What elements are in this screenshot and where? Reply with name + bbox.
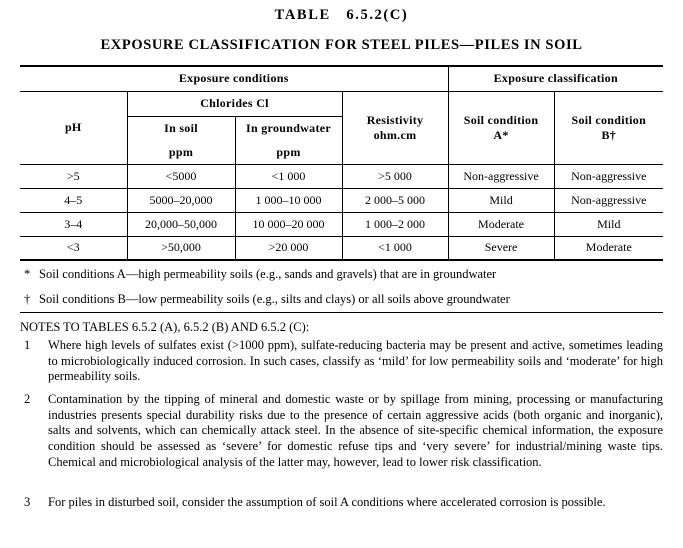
cell-ph: <3 <box>20 236 127 260</box>
exposure-classification-table <box>20 65 663 261</box>
footnote-soil-condition-b <box>24 291 510 307</box>
table-row <box>20 188 663 212</box>
header-resistivity <box>342 91 448 164</box>
note-number: 1 <box>24 338 31 352</box>
header-resistivity-label: Resistivity <box>366 112 424 127</box>
cell-chlorides-groundwater: >20 000 <box>235 236 342 260</box>
header-soil-condition-a-label: Soil condition <box>463 112 539 127</box>
cell-chlorides-soil: 20,000–50,000 <box>127 212 235 236</box>
header-resistivity-unit: ohm.cm <box>373 127 417 142</box>
note-text: Contamination by the tipping of mineral and domestic waste or by spillage from mining, processing or manufacturing industries presents special durability risks due to the presence of certain aggressive acids (both organic and inorganic), salts and solvents, which can chemically attack steel. In the absence of site-specific chemical information, the exposure condition should be assessed as ‘severe’ for domestic refuse tips and ‘very severe’ for industrial/mining waste tips. Chemical and microbiological analysis of the latter may, however, lead to lower risk classification. <box>48 392 663 469</box>
cell-soil-condition-a: Non-aggressive <box>448 164 554 188</box>
table-number: TABLE 6.5.2(C) <box>274 7 409 23</box>
table-row <box>20 164 663 188</box>
note-text: Where high levels of sulfates exist (>1000 ppm), sulfate-reducing bacteria may be present and active, sometimes leading to microbiologically induced corrosion. In such cases, classify as ‘mild’ for low permeability soils and ‘moderate’ for high permeability soils. <box>48 338 663 384</box>
header-soil-condition-b <box>554 91 663 164</box>
note-item <box>20 495 663 511</box>
cell-ph: 3–4 <box>20 212 127 236</box>
cell-chlorides-groundwater: <1 000 <box>235 164 342 188</box>
cell-soil-condition-b: Mild <box>554 212 663 236</box>
cell-chlorides-soil: <5000 <box>127 164 235 188</box>
cell-soil-condition-a: Mild <box>448 188 554 212</box>
table-title: EXPOSURE CLASSIFICATION FOR STEEL PILES—PILES IN SOIL <box>100 37 583 53</box>
footnote-text: Soil conditions A—high permeability soils (e.g., sands and gravels) that are in groundwater <box>39 267 497 281</box>
cell-soil-condition-a: Moderate <box>448 212 554 236</box>
note-text: For piles in disturbed soil, consider the assumption of soil A conditions where accelerated corrosion is possible. <box>48 495 606 509</box>
cell-resistivity: >5 000 <box>342 164 448 188</box>
header-soil-condition-b-letter: B† <box>601 127 617 142</box>
cell-chlorides-groundwater: 10 000–20 000 <box>235 212 342 236</box>
note-number: 3 <box>24 495 31 509</box>
cell-soil-condition-b: Non-aggressive <box>554 164 663 188</box>
header-in-groundwater: In groundwater <box>235 116 342 141</box>
header-chlorides: Chlorides Cl <box>127 91 342 116</box>
footnote-symbol: * <box>24 267 31 281</box>
footnote-text: Soil conditions B—low permeability soils (e.g., silts and clays) or all soils above groundwater <box>39 292 510 306</box>
header-soil-unit: ppm <box>127 141 235 164</box>
cell-ph: >5 <box>20 164 127 188</box>
cell-chlorides-soil: >50,000 <box>127 236 235 260</box>
cell-soil-condition-b: Moderate <box>554 236 663 260</box>
header-soil-condition-a <box>448 91 554 164</box>
note-number: 2 <box>24 392 31 406</box>
note-item <box>20 338 663 385</box>
notes-title: NOTES TO TABLES 6.5.2 (A), 6.5.2 (B) AND 6.5.2 (C): <box>20 320 310 334</box>
cell-soil-condition-b: Non-aggressive <box>554 188 663 212</box>
note-item <box>20 392 663 471</box>
cell-resistivity: 2 000–5 000 <box>342 188 448 212</box>
header-ph: pH <box>64 120 82 134</box>
header-in-soil: In soil <box>127 116 235 141</box>
table-row <box>20 236 663 260</box>
cell-ph: 4–5 <box>20 188 127 212</box>
header-soil-condition-a-letter: A* <box>493 127 509 142</box>
cell-chlorides-soil: 5000–20,000 <box>127 188 235 212</box>
footnote-symbol: † <box>24 292 31 306</box>
cell-chlorides-groundwater: 1 000–10 000 <box>235 188 342 212</box>
header-groundwater-unit: ppm <box>235 141 342 164</box>
footnote-divider <box>20 312 663 313</box>
table-row <box>20 212 663 236</box>
cell-resistivity: <1 000 <box>342 236 448 260</box>
header-soil-condition-b-label: Soil condition <box>571 112 647 127</box>
cell-soil-condition-a: Severe <box>448 236 554 260</box>
footnote-soil-condition-a <box>24 266 496 282</box>
header-exposure-classification: Exposure classification <box>448 66 663 91</box>
cell-resistivity: 1 000–2 000 <box>342 212 448 236</box>
header-exposure-conditions: Exposure conditions <box>20 66 448 91</box>
